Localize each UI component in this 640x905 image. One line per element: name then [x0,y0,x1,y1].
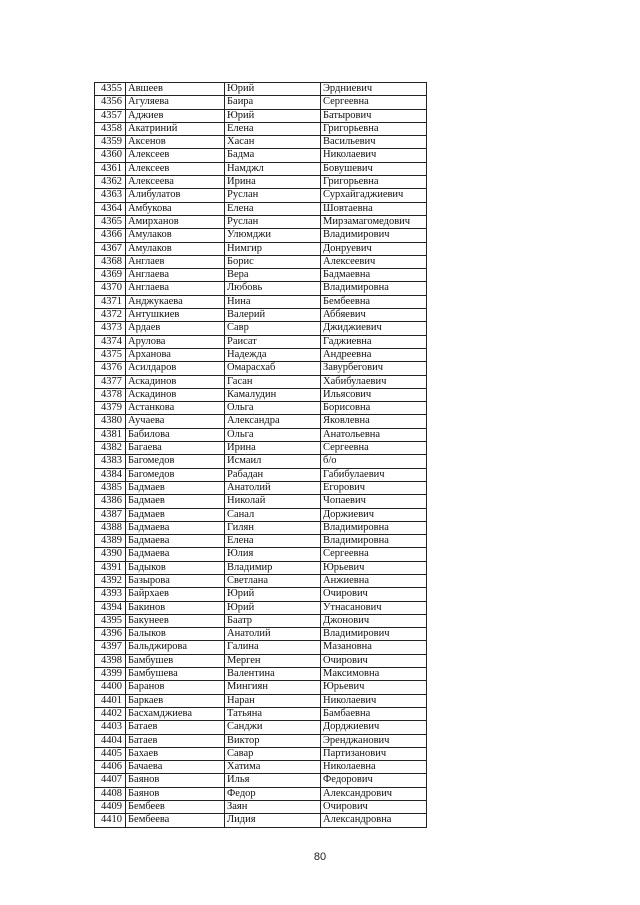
cell-first-name: Юрий [225,601,321,614]
cell-row-number: 4387 [95,508,126,521]
cell-first-name: Татьяна [225,707,321,720]
cell-row-number: 4400 [95,681,126,694]
cell-patronymic: Очирович [321,801,427,814]
cell-patronymic: Чопаевич [321,495,427,508]
table-row [95,176,427,189]
cell-last-name: Амулаков [126,242,225,255]
table-row [95,601,427,614]
cell-patronymic: Дорджиевич [321,721,427,734]
table-row [95,282,427,295]
cell-last-name: Басхамджиева [126,707,225,720]
cell-first-name: Ольга [225,402,321,415]
cell-first-name: Юрий [225,588,321,601]
page-number: 80 [313,851,327,863]
cell-row-number: 4379 [95,402,126,415]
cell-row-number: 4358 [95,122,126,135]
roster-table [94,82,427,828]
cell-last-name: Бакинов [126,601,225,614]
table-row [95,189,427,202]
cell-row-number: 4410 [95,814,126,827]
cell-first-name: Хасан [225,136,321,149]
cell-patronymic: б/о [321,455,427,468]
cell-row-number: 4370 [95,282,126,295]
cell-patronymic: Бембеевна [321,295,427,308]
cell-first-name: Заян [225,801,321,814]
cell-row-number: 4355 [95,83,126,96]
table-row [95,202,427,215]
table-row [95,362,427,375]
cell-first-name: Раисат [225,335,321,348]
cell-first-name: Любовь [225,282,321,295]
cell-last-name: Амулаков [126,229,225,242]
table-row [95,548,427,561]
cell-row-number: 4359 [95,136,126,149]
cell-first-name: Юлия [225,548,321,561]
cell-first-name: Николай [225,495,321,508]
cell-patronymic: Джиджиевич [321,322,427,335]
cell-patronymic: Утнасанович [321,601,427,614]
cell-row-number: 4369 [95,269,126,282]
cell-last-name: Бадмаева [126,548,225,561]
table-row [95,162,427,175]
table-row [95,255,427,268]
cell-first-name: Федор [225,787,321,800]
table-row [95,295,427,308]
cell-patronymic: Хабибулаевич [321,375,427,388]
cell-first-name: Анатолий [225,628,321,641]
cell-patronymic: Очирович [321,588,427,601]
cell-last-name: Акатриний [126,122,225,135]
cell-row-number: 4397 [95,641,126,654]
cell-row-number: 4378 [95,388,126,401]
cell-last-name: Англаев [126,255,225,268]
table-row [95,614,427,627]
cell-first-name: Борис [225,255,321,268]
table-row [95,654,427,667]
cell-first-name: Улюмджи [225,229,321,242]
cell-patronymic: Гаджиевна [321,335,427,348]
table-row [95,574,427,587]
cell-patronymic: Григорьевна [321,122,427,135]
cell-last-name: Бадмаев [126,481,225,494]
table-row [95,415,427,428]
cell-patronymic: Сергеевна [321,442,427,455]
cell-first-name: Савр [225,322,321,335]
cell-first-name: Баатр [225,614,321,627]
cell-row-number: 4389 [95,535,126,548]
cell-last-name: Бальджирова [126,641,225,654]
table-row [95,707,427,720]
cell-first-name: Ирина [225,442,321,455]
cell-last-name: Бембеева [126,814,225,827]
cell-row-number: 4396 [95,628,126,641]
cell-row-number: 4394 [95,601,126,614]
cell-first-name: Хатима [225,761,321,774]
table-row [95,442,427,455]
cell-last-name: Балыков [126,628,225,641]
cell-row-number: 4357 [95,109,126,122]
cell-patronymic: Аббяевич [321,309,427,322]
cell-last-name: Асилдаров [126,362,225,375]
cell-first-name: Вера [225,269,321,282]
cell-row-number: 4401 [95,694,126,707]
cell-patronymic: Максимовна [321,668,427,681]
cell-patronymic: Николаевич [321,694,427,707]
cell-last-name: Баркаев [126,694,225,707]
cell-patronymic: Донруевич [321,242,427,255]
table-row [95,774,427,787]
cell-row-number: 4376 [95,362,126,375]
table-row [95,681,427,694]
cell-last-name: Багаева [126,442,225,455]
table-row [95,348,427,361]
cell-patronymic: Бамбаевна [321,707,427,720]
cell-patronymic: Яковлевна [321,415,427,428]
cell-first-name: Елена [225,535,321,548]
cell-patronymic: Доржиевич [321,508,427,521]
cell-last-name: Баянов [126,774,225,787]
cell-last-name: Бадмаев [126,508,225,521]
cell-first-name: Баира [225,96,321,109]
cell-first-name: Намджл [225,162,321,175]
cell-row-number: 4399 [95,668,126,681]
table-row [95,508,427,521]
cell-patronymic: Александрович [321,787,427,800]
cell-first-name: Юрий [225,109,321,122]
cell-patronymic: Юрьевич [321,681,427,694]
cell-patronymic: Сергеевна [321,548,427,561]
table-row [95,149,427,162]
table-row [95,335,427,348]
cell-row-number: 4362 [95,176,126,189]
table-row [95,229,427,242]
cell-row-number: 4404 [95,734,126,747]
cell-patronymic: Владимирович [321,628,427,641]
cell-patronymic: Борисовна [321,402,427,415]
cell-first-name: Нимгир [225,242,321,255]
cell-last-name: Бамбушев [126,654,225,667]
cell-row-number: 4407 [95,774,126,787]
cell-row-number: 4363 [95,189,126,202]
table-row [95,535,427,548]
table-row [95,628,427,641]
cell-last-name: Аксенов [126,136,225,149]
cell-first-name: Гасан [225,375,321,388]
table-row [95,814,427,827]
cell-last-name: Амирханов [126,215,225,228]
cell-row-number: 4388 [95,521,126,534]
cell-first-name: Елена [225,202,321,215]
cell-patronymic: Анатольевна [321,428,427,441]
table-row [95,428,427,441]
cell-patronymic: Владимировна [321,282,427,295]
table-row [95,495,427,508]
cell-first-name: Исмаил [225,455,321,468]
cell-last-name: Бабилова [126,428,225,441]
table-row [95,375,427,388]
cell-last-name: Алибулатов [126,189,225,202]
table-row [95,455,427,468]
table-row [95,109,427,122]
cell-row-number: 4366 [95,229,126,242]
cell-patronymic: Владимировна [321,535,427,548]
cell-row-number: 4361 [95,162,126,175]
cell-first-name: Ольга [225,428,321,441]
cell-last-name: Баранов [126,681,225,694]
cell-row-number: 4377 [95,375,126,388]
cell-last-name: Ардаев [126,322,225,335]
table-row [95,215,427,228]
cell-row-number: 4368 [95,255,126,268]
cell-last-name: Алексеева [126,176,225,189]
cell-last-name: Бадмаев [126,495,225,508]
table-row [95,521,427,534]
cell-patronymic: Бовушевич [321,162,427,175]
cell-first-name: Санал [225,508,321,521]
cell-patronymic: Ильясович [321,388,427,401]
cell-row-number: 4406 [95,761,126,774]
cell-patronymic: Эренджанович [321,734,427,747]
cell-first-name: Лидия [225,814,321,827]
cell-patronymic: Алексеевич [321,255,427,268]
table-row [95,402,427,415]
cell-last-name: Бахаев [126,747,225,760]
cell-last-name: Багомедов [126,468,225,481]
table-row [95,588,427,601]
cell-last-name: Аскадинов [126,388,225,401]
cell-last-name: Базырова [126,574,225,587]
cell-last-name: Бамбушева [126,668,225,681]
cell-row-number: 4390 [95,548,126,561]
cell-last-name: Бембеев [126,801,225,814]
cell-first-name: Руслан [225,189,321,202]
cell-last-name: Арханова [126,348,225,361]
cell-first-name: Валентина [225,668,321,681]
cell-row-number: 4403 [95,721,126,734]
table-row [95,694,427,707]
cell-patronymic: Юрьевич [321,561,427,574]
cell-last-name: Англаева [126,269,225,282]
cell-last-name: Баянов [126,787,225,800]
cell-patronymic: Васильевич [321,136,427,149]
cell-patronymic: Завурбегович [321,362,427,375]
cell-last-name: Аскадинов [126,375,225,388]
cell-patronymic: Мирзамагомедович [321,215,427,228]
cell-first-name: Елена [225,122,321,135]
cell-row-number: 4386 [95,495,126,508]
cell-first-name: Ирина [225,176,321,189]
table-row [95,668,427,681]
cell-last-name: Астанкова [126,402,225,415]
cell-row-number: 4364 [95,202,126,215]
cell-patronymic: Батырович [321,109,427,122]
cell-row-number: 4360 [95,149,126,162]
cell-row-number: 4383 [95,455,126,468]
table-row [95,242,427,255]
cell-last-name: Амбукова [126,202,225,215]
table-row [95,468,427,481]
cell-row-number: 4374 [95,335,126,348]
cell-patronymic: Николаевна [321,761,427,774]
table-row [95,388,427,401]
cell-patronymic: Габибулаевич [321,468,427,481]
cell-first-name: Валерий [225,309,321,322]
cell-patronymic: Мазановна [321,641,427,654]
cell-first-name: Наран [225,694,321,707]
cell-first-name: Владимир [225,561,321,574]
cell-patronymic: Анжиевна [321,574,427,587]
cell-first-name: Анатолий [225,481,321,494]
table-row [95,561,427,574]
cell-row-number: 4365 [95,215,126,228]
cell-row-number: 4373 [95,322,126,335]
table-row [95,747,427,760]
table-row [95,641,427,654]
table-row [95,721,427,734]
cell-patronymic: Бадмаевна [321,269,427,282]
cell-patronymic: Шовтаевна [321,202,427,215]
cell-patronymic: Александровна [321,814,427,827]
cell-patronymic: Сурхайгаджиевич [321,189,427,202]
table-row [95,83,427,96]
cell-first-name: Гилян [225,521,321,534]
cell-first-name: Бадма [225,149,321,162]
cell-row-number: 4371 [95,295,126,308]
roster-table-body [95,83,427,828]
cell-last-name: Агуляева [126,96,225,109]
cell-first-name: Надежда [225,348,321,361]
cell-last-name: Бакунеев [126,614,225,627]
cell-last-name: Бадмаева [126,521,225,534]
cell-patronymic: Владимирович [321,229,427,242]
cell-first-name: Юрий [225,83,321,96]
cell-first-name: Галина [225,641,321,654]
table-row [95,96,427,109]
cell-row-number: 4402 [95,707,126,720]
cell-last-name: Бадыков [126,561,225,574]
table-row [95,309,427,322]
cell-patronymic: Федорович [321,774,427,787]
cell-patronymic: Джонович [321,614,427,627]
cell-last-name: Батаев [126,721,225,734]
cell-patronymic: Владимировна [321,521,427,534]
cell-row-number: 4382 [95,442,126,455]
table-row [95,787,427,800]
cell-last-name: Антушкиев [126,309,225,322]
table-row [95,801,427,814]
cell-last-name: Аджиев [126,109,225,122]
cell-last-name: Авшеев [126,83,225,96]
cell-patronymic: Эрдниевич [321,83,427,96]
cell-row-number: 4408 [95,787,126,800]
cell-patronymic: Николаевич [321,149,427,162]
cell-first-name: Светлана [225,574,321,587]
cell-row-number: 4409 [95,801,126,814]
cell-first-name: Виктор [225,734,321,747]
cell-patronymic: Очирович [321,654,427,667]
cell-row-number: 4385 [95,481,126,494]
cell-patronymic: Егорович [321,481,427,494]
cell-row-number: 4398 [95,654,126,667]
cell-row-number: 4381 [95,428,126,441]
cell-last-name: Арулова [126,335,225,348]
cell-row-number: 4405 [95,747,126,760]
cell-last-name: Алексеев [126,149,225,162]
cell-first-name: Мерген [225,654,321,667]
cell-row-number: 4384 [95,468,126,481]
table-row [95,761,427,774]
cell-first-name: Нина [225,295,321,308]
cell-row-number: 4392 [95,574,126,587]
cell-first-name: Илья [225,774,321,787]
table-row [95,322,427,335]
cell-first-name: Александра [225,415,321,428]
cell-last-name: Бадмаева [126,535,225,548]
cell-last-name: Анджукаева [126,295,225,308]
cell-row-number: 4393 [95,588,126,601]
cell-last-name: Англаева [126,282,225,295]
cell-patronymic: Андреевна [321,348,427,361]
table-row [95,734,427,747]
cell-first-name: Омарасхаб [225,362,321,375]
cell-row-number: 4367 [95,242,126,255]
cell-last-name: Байрхаев [126,588,225,601]
table-row [95,122,427,135]
cell-patronymic: Григорьевна [321,176,427,189]
cell-last-name: Багомедов [126,455,225,468]
cell-first-name: Санджи [225,721,321,734]
table-row [95,481,427,494]
cell-first-name: Мингиян [225,681,321,694]
cell-last-name: Бачаева [126,761,225,774]
cell-last-name: Аучаева [126,415,225,428]
cell-row-number: 4391 [95,561,126,574]
table-row [95,269,427,282]
cell-row-number: 4375 [95,348,126,361]
cell-last-name: Алексеев [126,162,225,175]
cell-row-number: 4356 [95,96,126,109]
cell-row-number: 4380 [95,415,126,428]
cell-first-name: Руслан [225,215,321,228]
cell-last-name: Батаев [126,734,225,747]
cell-patronymic: Сергеевна [321,96,427,109]
cell-first-name: Рабадан [225,468,321,481]
cell-first-name: Савар [225,747,321,760]
cell-row-number: 4395 [95,614,126,627]
table-row [95,136,427,149]
cell-row-number: 4372 [95,309,126,322]
cell-first-name: Камалудин [225,388,321,401]
cell-patronymic: Партизанович [321,747,427,760]
